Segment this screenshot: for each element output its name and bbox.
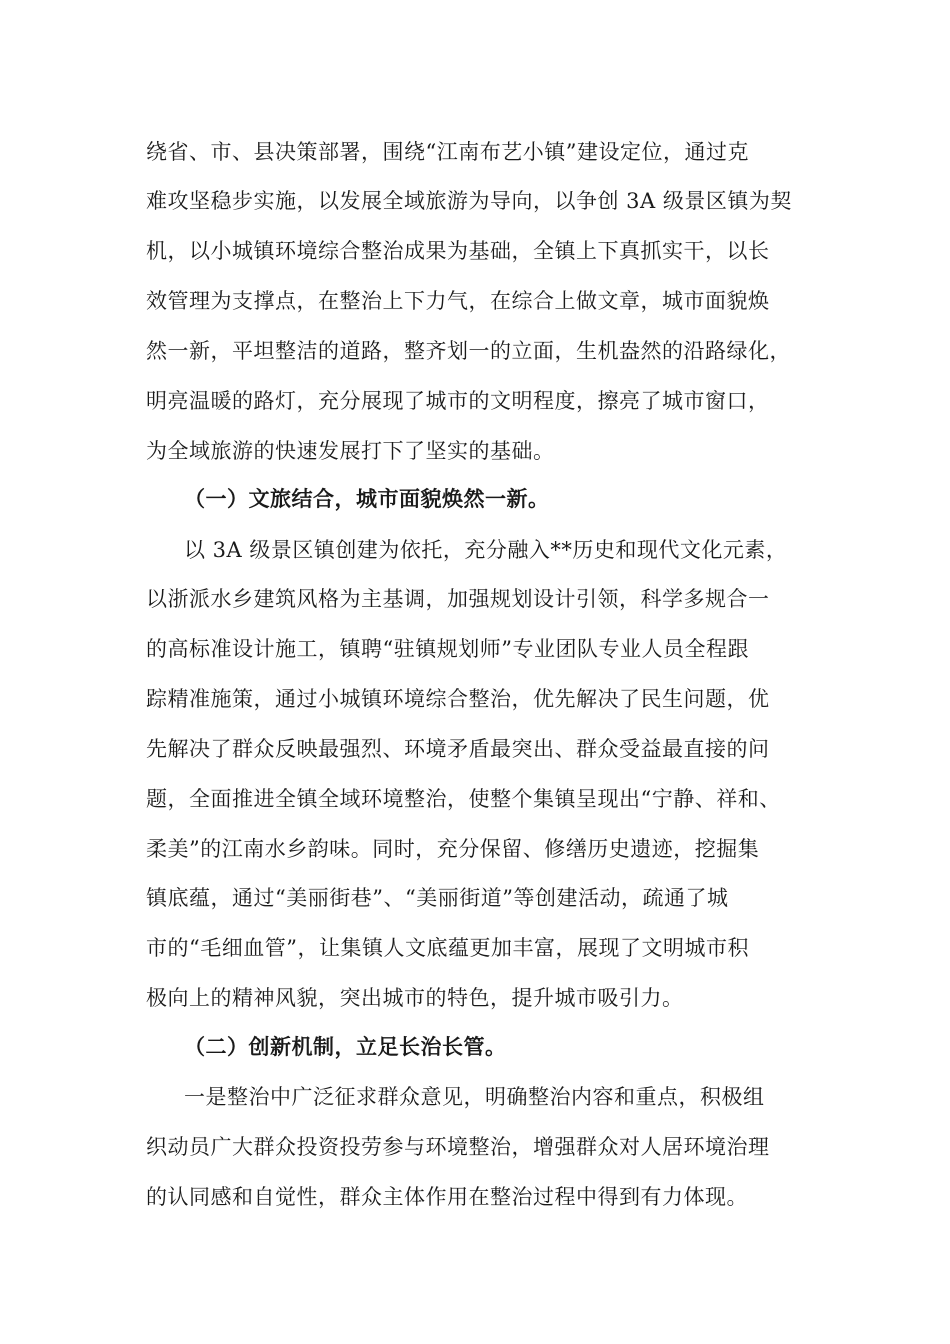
body-text-line: 题，全面推进全镇全域环境整治，使整个集镇呈现出“宁静、祥和、: [146, 787, 781, 811]
body-text-line: 明亮温暖的路灯，充分展现了城市的文明程度，擦亮了城市窗口，: [146, 389, 770, 413]
body-text-line: 柔美”的江南水乡韵味。同时，充分保留、修缮历史遗迹，挖掘集: [146, 837, 760, 861]
body-text-line: 难攻坚稳步实施，以发展全域旅游为导向，以争创 3A 级景区镇为契: [146, 189, 792, 213]
body-text-line: 先解决了群众反映最强烈、环境矛盾最突出、群众受益最直接的问: [146, 737, 770, 761]
body-text-line: 市的“毛细血管”，让集镇人文底蕴更加丰富，展现了文明城市积: [146, 936, 749, 960]
body-text-line: 的认同感和自觉性，群众主体作用在整治过程中得到有力体现。: [146, 1185, 748, 1209]
body-text-line: 以 3A 级景区镇创建为依托，充分融入**历史和现代文化元素，: [184, 538, 788, 562]
body-text-line: 为全域旅游的快速发展打下了坚实的基础。: [146, 439, 555, 463]
section-heading-1: （一）文旅结合，城市面貌焕然一新。: [184, 486, 550, 511]
section-heading-2: （二）创新机制，立足长治长管。: [184, 1034, 507, 1059]
body-text-line: 踪精准施策，通过小城镇环境综合整治，优先解决了民生问题，优: [146, 687, 770, 711]
body-text-line: 绕省、市、县决策部署，围绕“江南布艺小镇”建设定位，通过克: [146, 140, 749, 164]
body-text-line: 织动员广大群众投资投劳参与环境整治，增强群众对人居环境治理: [146, 1135, 770, 1159]
body-text-line: 然一新，平坦整洁的道路，整齐划一的立面，生机盎然的沿路绿化，: [146, 339, 791, 363]
body-text-line: 一是整治中广泛征求群众意见，明确整治内容和重点，积极组: [184, 1085, 765, 1109]
body-text-line: 以浙派水乡建筑风格为主基调，加强规划设计引领，科学多规合一: [146, 587, 770, 611]
body-text-line: 机，以小城镇环境综合整治成果为基础，全镇上下真抓实干，以长: [146, 239, 770, 263]
body-text-line: 的高标准设计施工，镇聘“驻镇规划师”专业团队专业人员全程跟: [146, 637, 749, 661]
body-text-line: 效管理为支撑点，在整治上下力气，在综合上做文章，城市面貌焕: [146, 289, 770, 313]
body-text-line: 镇底蕴，通过“美丽街巷”、“美丽街道”等创建活动，疏通了城: [146, 886, 729, 910]
body-text-line: 极向上的精神风貌，突出城市的特色，提升城市吸引力。: [146, 986, 684, 1010]
